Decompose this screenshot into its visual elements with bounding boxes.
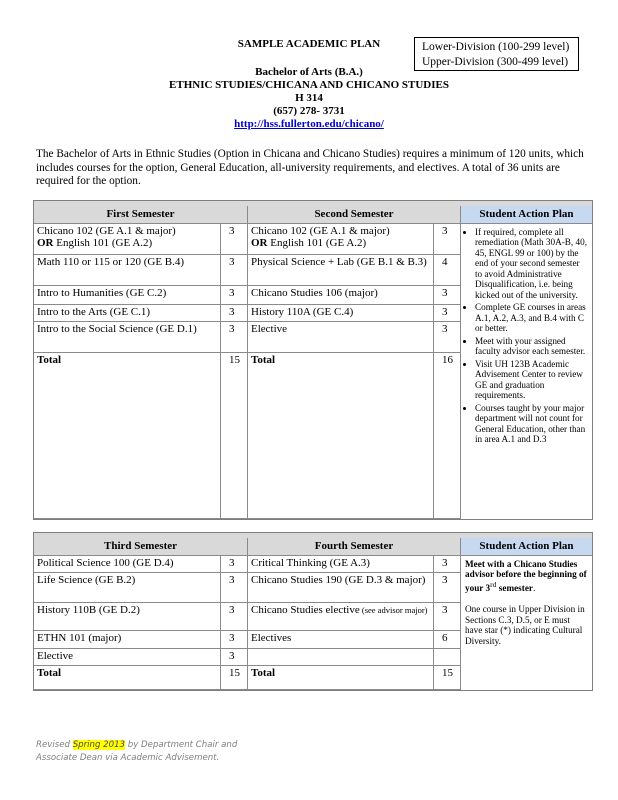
phone-number: (657) 278- 3731 [273,105,345,117]
course-cell [34,224,221,255]
advisor-note-end: semester [496,582,533,593]
room-number: H 314 [295,92,323,104]
units-cell: 3 [434,224,461,255]
units-cell: 6 [434,631,461,649]
fourth-semester-header: Fourth Semester [248,538,461,556]
or-label: OR [37,237,54,249]
third-semester-header: Third Semester [34,538,248,556]
department-url-link[interactable]: http://hss.fullerton.edu/chicano/ [234,118,384,130]
advisor-note [465,559,588,594]
division-legend-box [414,37,579,71]
first-semester-header: First Semester [34,206,248,224]
total-label: Total [248,666,434,690]
action-item: • Complete GE courses in areas A.1, A.2, A.3, and B.4 with C or better. [475,302,588,334]
action-item: • Courses taught by your major department will not count for General Education, other than in area A.1 and D.3 [475,403,588,445]
units-cell: 3 [221,255,248,286]
course-cell: Life Science (GE B.2) [34,573,221,603]
action-item: • If required, complete all remediation (Math 30A-B, 40, 45, ENGL 99 or 100) by the end of your second semester to avoid Administrative Disqualification, i.e. being kicked out of the university. [475,227,588,301]
advisor-note-dot: . [532,582,536,593]
footer-line-2: Associate Dean via Academic Advisement. [36,752,220,763]
plan-grid-1 [34,206,592,519]
degree-title: Bachelor of Arts (B.A.) [255,66,363,78]
total-units: 15 [221,353,248,519]
course-alt [251,237,430,250]
footer-revised: Revised [36,740,73,750]
course-cell [248,224,434,255]
course-name: Chicano 102 (GE A.1 & major) [37,224,176,237]
plan-table-year-2 [33,532,593,691]
legend-upper: Upper-Division (300-499 level) [422,56,569,68]
course-alt [37,237,217,250]
course-note: (see advisor major) [359,604,428,615]
units-cell: 3 [434,603,461,631]
course-alt-name: English 101 (GE A.2) [53,237,153,249]
course-cell: ETHN 101 (major) [34,631,221,649]
units-cell: 3 [221,286,248,305]
units-cell: 3 [221,556,248,573]
course-cell: Intro to the Social Science (GE D.1) [34,322,221,353]
units-cell: 3 [221,305,248,322]
units-cell: 3 [434,305,461,322]
course-cell [248,649,434,666]
total-label: Total [34,353,221,519]
total-units: 15 [221,666,248,690]
course-alt-name: English 101 (GE A.2) [267,237,367,249]
course-cell: Physical Science + Lab (GE B.1 & B.3) [248,255,434,286]
plan-table-year-1 [33,200,593,520]
course-cell: Political Science 100 (GE D.4) [34,556,221,573]
course-cell: History 110A (GE C.4) [248,305,434,322]
total-label: Total [34,666,221,690]
course-cell: Elective [34,649,221,666]
course-cell: Elective [248,322,434,353]
program-title: ETHNIC STUDIES/CHICANA AND CHICANO STUDIES [169,79,449,91]
course-name: Chicano 102 (GE A.1 & major) [251,224,390,237]
student-action-plan-header: Student Action Plan [461,206,592,224]
units-cell: 3 [221,322,248,353]
total-units: 16 [434,353,461,519]
action-plan-notes [461,556,592,690]
course-cell: Intro to the Arts (GE C.1) [34,305,221,322]
units-cell: 3 [434,322,461,353]
units-cell: 3 [221,631,248,649]
footer-highlight: Spring 2013 [72,740,126,750]
units-cell: 3 [434,573,461,603]
units-cell: 3 [434,556,461,573]
units-cell: 3 [221,603,248,631]
units-cell: 3 [221,573,248,603]
course-name: Chicano Studies elective [251,603,360,616]
advisor-note-text: Meet with a Chicano Studies advisor before the beginning of your 3 [465,558,587,593]
page-title: SAMPLE ACADEMIC PLAN [237,38,381,50]
action-item: • Visit UH 123B Academic Advisement Center to review GE and graduation requirements. [475,359,588,401]
diversity-note: One course in Upper Division in Sections C.3, D.5, or E must have star (*) indicating Cultural Diversity. [465,604,585,646]
action-item: • Meet with your assigned faculty advisor each semester. [475,336,588,357]
course-cell [248,603,434,631]
total-label: Total [248,353,434,519]
plan-grid-2 [34,538,592,690]
units-cell: 4 [434,255,461,286]
course-cell: Chicano Studies 106 (major) [248,286,434,305]
legend-lower: Lower-Division (100-299 level) [422,41,570,53]
course-cell: Chicano Studies 190 (GE D.3 & major) [248,573,434,603]
course-cell: Electives [248,631,434,649]
units-cell [434,649,461,666]
course-cell: History 110B (GE D.2) [34,603,221,631]
course-cell: Critical Thinking (GE A.3) [248,556,434,573]
revision-footer [36,739,296,764]
units-cell: 3 [434,286,461,305]
department-link-row [0,118,618,131]
total-units: 15 [434,666,461,690]
footer-line-1 [36,739,296,752]
units-cell: 3 [221,224,248,255]
advisor-note-sup: rd [490,579,497,589]
student-action-plan-header: Student Action Plan [461,538,592,556]
course-cell: Math 110 or 115 or 120 (GE B.4) [34,255,221,286]
second-semester-header: Second Semester [248,206,461,224]
course-cell: Intro to Humanities (GE C.2) [34,286,221,305]
or-label: OR [251,237,268,249]
units-cell: 3 [221,649,248,666]
intro-paragraph: The Bachelor of Arts in Ethnic Studies (Option in Chicana and Chicano Studies) requires a minimum of 120 units, which includes courses for the option, General Education, all-university requirements, and electives. A total of 36 units are required for the option. [36,148,584,187]
footer-rest: by Department Chair and [125,740,238,750]
action-plan-list [461,224,592,519]
